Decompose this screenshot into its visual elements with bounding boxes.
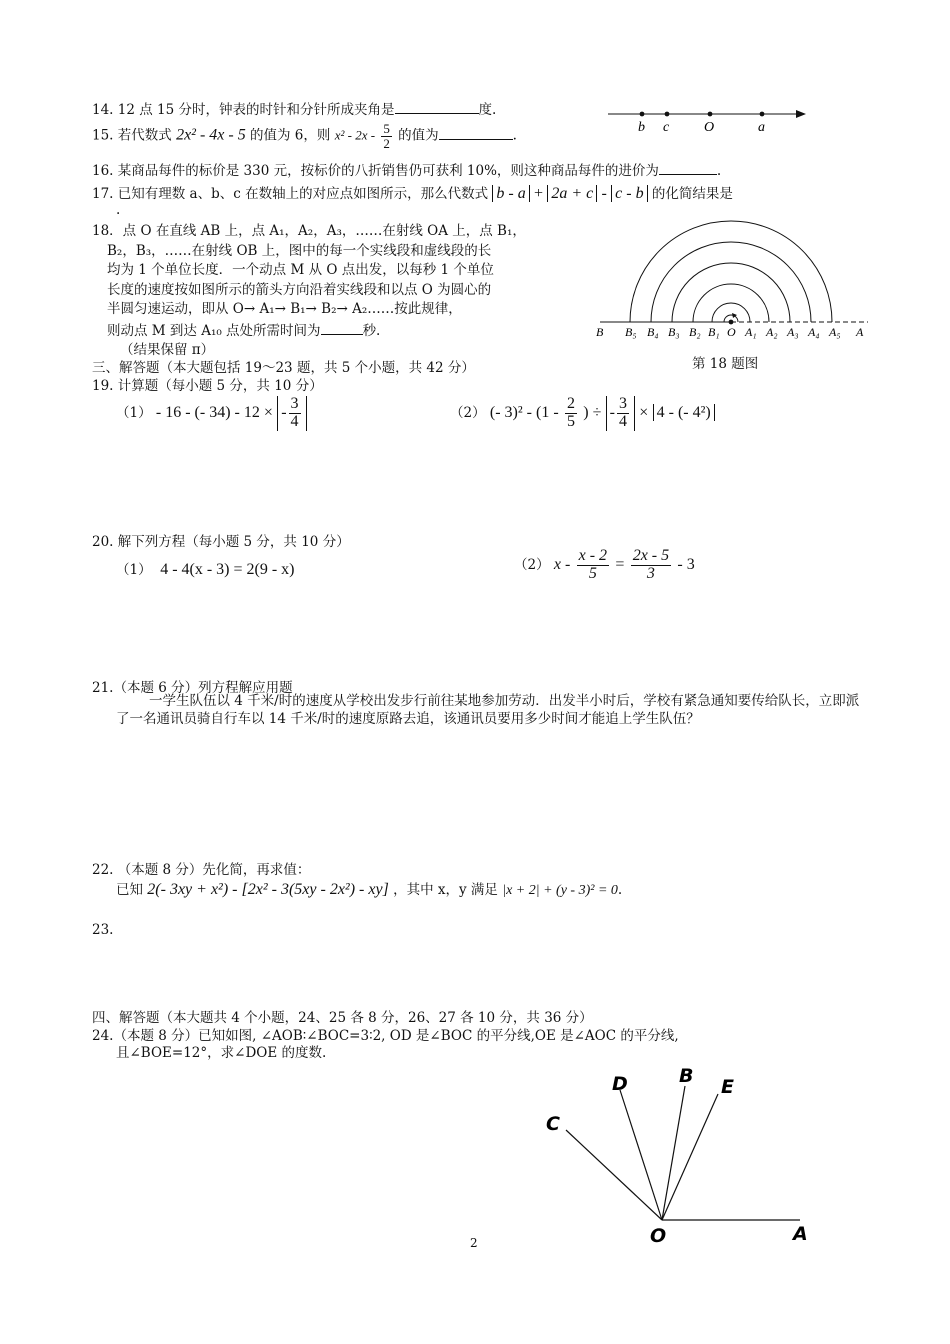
question-22-title: 22. （本题 8 分）先化简，再求值： xyxy=(92,862,311,878)
question-14: 14. 12 点 15 分时，钟表的时针和分针所成夹角是 度. xyxy=(92,98,496,118)
question-21-body: 一学生队伍以 4 千米/时的速度从学校出发步行前往某地参加劳动．出发半小时后，学校有紧急通知要传给队长，立即派了一名通讯员骑自行车以 14 千米/时的速度原路去追，该通讯员要用多少时间才能追上学生队伍？ xyxy=(116,693,860,727)
question-20-part2: （2） x - $\frac{x - 2}{5}$ = $\frac{2x - 5}{3}$ - 3 xyxy=(514,547,695,582)
question-15: 15. 若代数式 2x² - 4x - 5 的值为 6，则 x² - 2x - $\frac{5}{2}$ 的值为 . xyxy=(92,121,517,151)
fig-label-O: O xyxy=(727,325,736,339)
number-line-figure xyxy=(600,100,810,134)
number-line-arrow xyxy=(796,110,806,118)
question-16: 16. 某商品每件的标价是 330 元，按标价的八折销售仍可获利 10%，则这种商品每件的进价为 . xyxy=(92,159,721,179)
label-E: E xyxy=(721,1076,734,1098)
semicircle-1 xyxy=(712,303,750,322)
expression-15a: 2x² - 4x - 5 xyxy=(176,126,246,144)
fig-label-B5: B₅ xyxy=(625,325,637,339)
question-20-part1: （1） 4 - 4(x - 3) = 2(9 - x) xyxy=(116,561,295,578)
question-24-line2: 且∠BOE=12°，求∠DOE 的度数. xyxy=(116,1045,327,1061)
label-O: O xyxy=(650,1225,667,1247)
fig-label-B3: B₃ xyxy=(668,325,680,339)
fig-label-B4: B₄ xyxy=(647,325,659,339)
fig-label-A: A xyxy=(856,325,864,339)
angle-figure xyxy=(540,1062,820,1252)
question-21-title: 21.（本题 6 分）列方程解应用题 xyxy=(92,680,293,696)
question-18: 18．点 O 在直线 AB 上，点 A₁，A₂，A₃，……在射线 OA 上，点 B₁， B₂，B₃，……在射线 OB 上，图中的每一个实线段和虚线段的长 均为 1 个单位长度．一个动点 M 从 O 点出发，以每秒 1 个单位 长度的速度按如图所示的箭头方向沿着实线段和以点 O 为圆心的 半圆匀速运动，即从 O→ A₁→ B₁→ B₂→ A₂……按此规律， 则动点 M 到达 A₁₀ 点处所需时间为 秒. （结果保留 π） xyxy=(92,223,526,358)
section-4-heading: 四、解答题（本大题共 4 个小题，24、25 各 8 分，26、27 各 10 分，共 36 分） xyxy=(92,1010,593,1026)
fig-label-A3: A₃ xyxy=(787,325,799,339)
point-c xyxy=(665,112,670,117)
label-A: A xyxy=(793,1223,808,1245)
question-17: 17. 已知有理数 a、b、c 在数轴上的对应点如图所示，那么代数式 b - a + 2a + c - c - b 的化简结果是 xyxy=(92,185,733,202)
point-a xyxy=(760,112,765,117)
question-19-part2: （2） (- 3)² - (1 - $\frac{2}{5}$ ) ÷ - $\frac{3}{4}$ × 4 - (- 4²) xyxy=(450,396,715,431)
fig-label-A2: A₂ xyxy=(766,325,778,339)
semicircle-4 xyxy=(651,242,811,322)
answer-blank[interactable] xyxy=(659,160,717,175)
label-o: O xyxy=(704,120,715,134)
ray-ob xyxy=(662,1086,685,1220)
question-20-title: 20. 解下列方程（每小题 5 分，共 10 分） xyxy=(92,534,350,550)
question-22-body: 已知 2(- 3xy + x²) - [2x² - 3(5xy - 2x²) - xy] ，其中 x，y 满足 |x + 2| + (y - 3)² = 0. xyxy=(116,881,623,898)
fraction-5-2: $\frac{5}{2}$ xyxy=(383,121,390,151)
fig-label-A4: A₄ xyxy=(808,325,820,339)
question-19-part1: （1） - 16 - (- 34) - 12 × - $\frac{3}{4}$ xyxy=(116,396,307,431)
question-23: 23. xyxy=(92,922,114,938)
label-D: D xyxy=(612,1073,628,1095)
point-b xyxy=(640,112,645,117)
fig-label-A5: A₅ xyxy=(829,325,841,339)
section-3-heading: 三、解答题（本大题包括 19～23 题，共 5 个小题，共 42 分） xyxy=(92,360,475,376)
ray-oe xyxy=(662,1094,718,1220)
fig-label-B1: B₁ xyxy=(708,325,720,339)
label-a: a xyxy=(758,120,765,134)
fig-label-B: B xyxy=(596,325,604,339)
answer-blank[interactable] xyxy=(439,125,513,140)
semicircle-3 xyxy=(672,263,790,322)
fig-label-B2: B₂ xyxy=(689,325,701,339)
answer-blank[interactable] xyxy=(321,320,363,335)
label-C: C xyxy=(546,1113,560,1135)
question-19-title: 19. 计算题（每小题 5 分，共 10 分） xyxy=(92,378,323,394)
semicircle-5 xyxy=(630,221,832,322)
label-B: B xyxy=(679,1065,694,1087)
label-b: b xyxy=(638,120,645,134)
answer-line-17: . xyxy=(116,202,121,218)
point-o xyxy=(729,320,734,325)
semicircle-figure xyxy=(592,218,874,340)
point-o xyxy=(708,112,713,117)
answer-blank[interactable] xyxy=(395,99,479,114)
label-c: c xyxy=(663,120,670,134)
figure-18-caption: 第 18 题图 xyxy=(692,356,759,372)
page-number: 2 xyxy=(470,1236,478,1250)
question-24-line1: 24.（本题 8 分）已知如图, ∠AOB∶∠BOC=3∶2, OD 是∠BOC 的平分线,OE 是∠AOC 的平分线, xyxy=(92,1028,679,1044)
fig-label-A1: A₁ xyxy=(745,325,757,339)
